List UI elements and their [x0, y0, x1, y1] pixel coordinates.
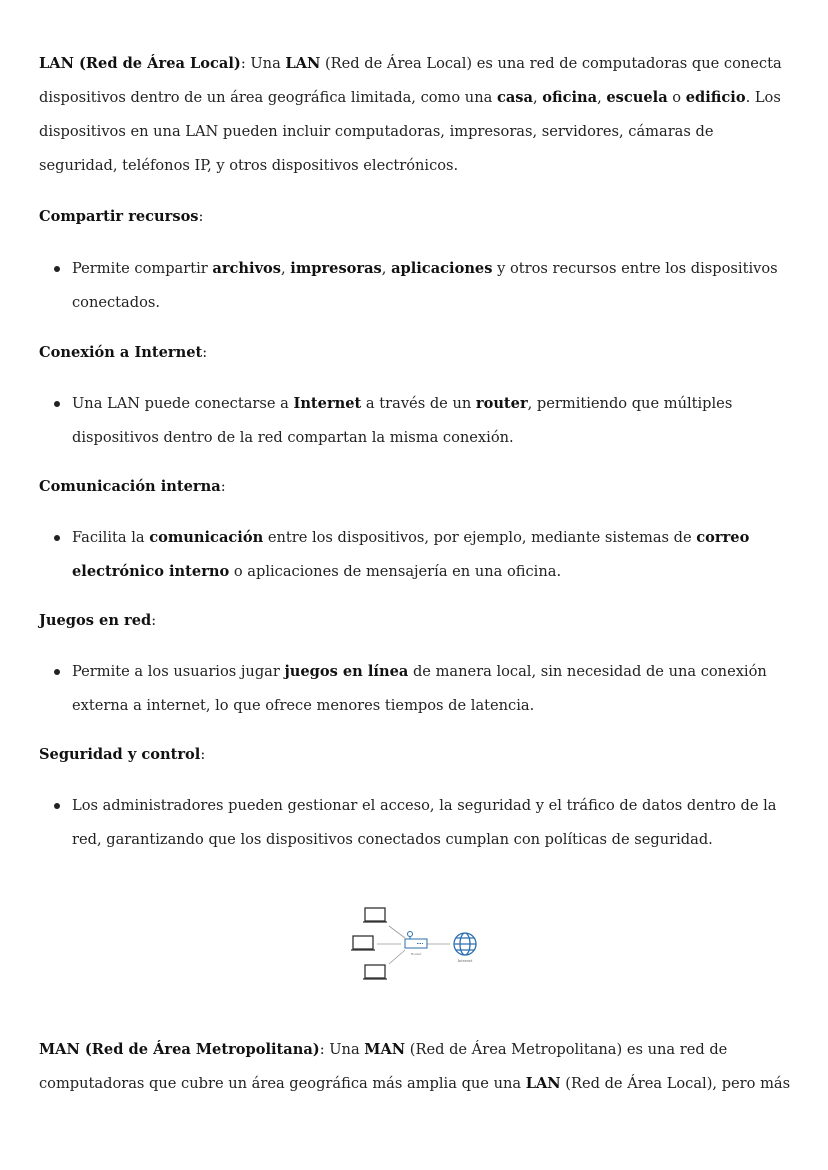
text-line	[39, 47, 799, 81]
text-line	[72, 655, 828, 689]
text-line	[72, 789, 828, 823]
text: Permite a los usuarios jugar	[72, 663, 285, 680]
list-item	[72, 252, 828, 319]
section-heading	[39, 470, 799, 504]
bold-text: MAN (Red de Área Metropolitana)	[39, 1041, 320, 1058]
bold-text: comunicación	[149, 529, 264, 546]
lan-diagram	[345, 900, 490, 985]
text: o aplicaciones de mensajería en una oficina.	[229, 562, 562, 580]
text-line	[39, 200, 799, 234]
bold-text: Juegos en red	[39, 612, 152, 629]
text-line	[72, 286, 828, 320]
text-line	[39, 81, 799, 115]
paragraph	[39, 1033, 799, 1101]
text-line	[39, 1033, 799, 1067]
text: externa a internet, lo que ofrece menores tiempos de latencia.	[72, 696, 535, 714]
text: (Red de Área Metropolitana) es una red de	[405, 1041, 728, 1058]
text-line	[39, 604, 799, 638]
bold-text: electrónico interno	[72, 562, 230, 580]
text: Permite compartir	[72, 260, 213, 277]
text: entre los dispositivos, por ejemplo, mediante sistemas de	[263, 529, 697, 546]
text: y otros recursos entre los dispositivos	[492, 260, 778, 277]
bold-text: archivos	[212, 260, 282, 277]
text: : Una	[240, 55, 286, 72]
text: o	[667, 89, 686, 106]
bullet-icon	[54, 669, 60, 675]
laptop-icon	[351, 936, 375, 950]
text: : Una	[319, 1041, 365, 1058]
bold-text: aplicaciones	[391, 260, 493, 277]
bold-text: router	[475, 395, 528, 412]
list-item	[72, 789, 828, 856]
text: (Red de Área Local), pero más	[560, 1075, 791, 1092]
bold-text: LAN	[285, 55, 321, 72]
text-line	[72, 823, 828, 857]
section-heading	[39, 738, 799, 772]
bold-text: impresoras	[290, 260, 382, 277]
text: (Red de Área Local) es una red de computadoras que conecta	[320, 55, 782, 72]
text-line	[72, 521, 828, 555]
bold-text: juegos en línea	[284, 663, 409, 680]
text: ,	[597, 89, 607, 106]
laptop-icon	[363, 908, 387, 922]
bullet-icon	[54, 535, 60, 541]
section-heading	[39, 336, 799, 370]
text-line	[39, 149, 799, 183]
router-label: Router	[410, 952, 422, 956]
bold-text: Compartir recursos	[39, 208, 199, 225]
bold-text: Internet	[293, 395, 362, 412]
text-line	[39, 336, 799, 370]
text: ,	[381, 260, 392, 277]
text-line	[39, 115, 799, 149]
text-line	[39, 470, 799, 504]
bold-text: oficina	[542, 89, 598, 106]
text: computadoras que cubre un área geográfica más amplia que una	[39, 1075, 526, 1092]
text: :	[220, 478, 226, 495]
text: red, garantizando que los dispositivos conectados cumplan con políticas de seguridad.	[72, 830, 713, 848]
section-heading	[39, 200, 799, 234]
section-heading	[39, 604, 799, 638]
laptop-icon	[363, 965, 387, 979]
text: Facilita la	[72, 529, 150, 546]
globe-icon	[454, 933, 476, 955]
text: dispositivos dentro de la red compartan la misma conexión.	[72, 428, 514, 446]
router-icon	[405, 932, 427, 949]
bold-text: escuela	[606, 89, 668, 106]
list-item	[72, 387, 828, 454]
paragraph	[39, 47, 799, 183]
bold-text: correo	[696, 529, 750, 546]
text: dispositivos en una LAN pueden incluir computadoras, impresoras, servidores, cámaras de	[39, 123, 714, 140]
list-item	[72, 521, 828, 588]
text-line	[39, 738, 799, 772]
text-line	[72, 555, 828, 589]
bullet-icon	[54, 401, 60, 407]
text: a través de un	[361, 395, 476, 412]
text: :	[198, 208, 204, 225]
bold-text: Seguridad y control	[39, 746, 201, 763]
text: . Los	[745, 89, 781, 106]
text: Los administradores pueden gestionar el acceso, la seguridad y el tráfico de datos dentro de la	[72, 797, 777, 814]
bold-text: edificio	[685, 89, 746, 106]
bold-text: Conexión a Internet	[39, 344, 203, 361]
bullet-icon	[54, 803, 60, 809]
text: de manera local, sin necesidad de una conexión	[408, 663, 767, 680]
bold-text: LAN (Red de Área Local)	[39, 55, 241, 72]
internet-label: Internet	[457, 959, 473, 963]
bold-text: LAN	[525, 1075, 561, 1092]
text: seguridad, teléfonos IP, y otros dispositivos electrónicos.	[39, 157, 459, 174]
text: conectados.	[72, 293, 160, 311]
text: ,	[281, 260, 291, 277]
list-item	[72, 655, 828, 722]
bold-text: MAN	[364, 1041, 406, 1058]
text: ,	[532, 89, 543, 106]
text: :	[151, 612, 157, 629]
text: :	[200, 746, 206, 763]
text-line	[39, 1067, 799, 1101]
bullet-icon	[54, 266, 60, 272]
text-line	[72, 689, 828, 723]
text: dispositivos dentro de un área geográfica limitada, como una	[39, 89, 497, 106]
text: :	[202, 344, 208, 361]
text-line	[72, 387, 828, 421]
text-line	[72, 252, 828, 286]
bold-text: casa	[496, 89, 533, 106]
text-line	[72, 421, 828, 455]
bold-text: Comunicación interna	[39, 478, 221, 495]
text: Una LAN puede conectarse a	[72, 395, 294, 412]
text: , permitiendo que múltiples	[527, 395, 733, 412]
